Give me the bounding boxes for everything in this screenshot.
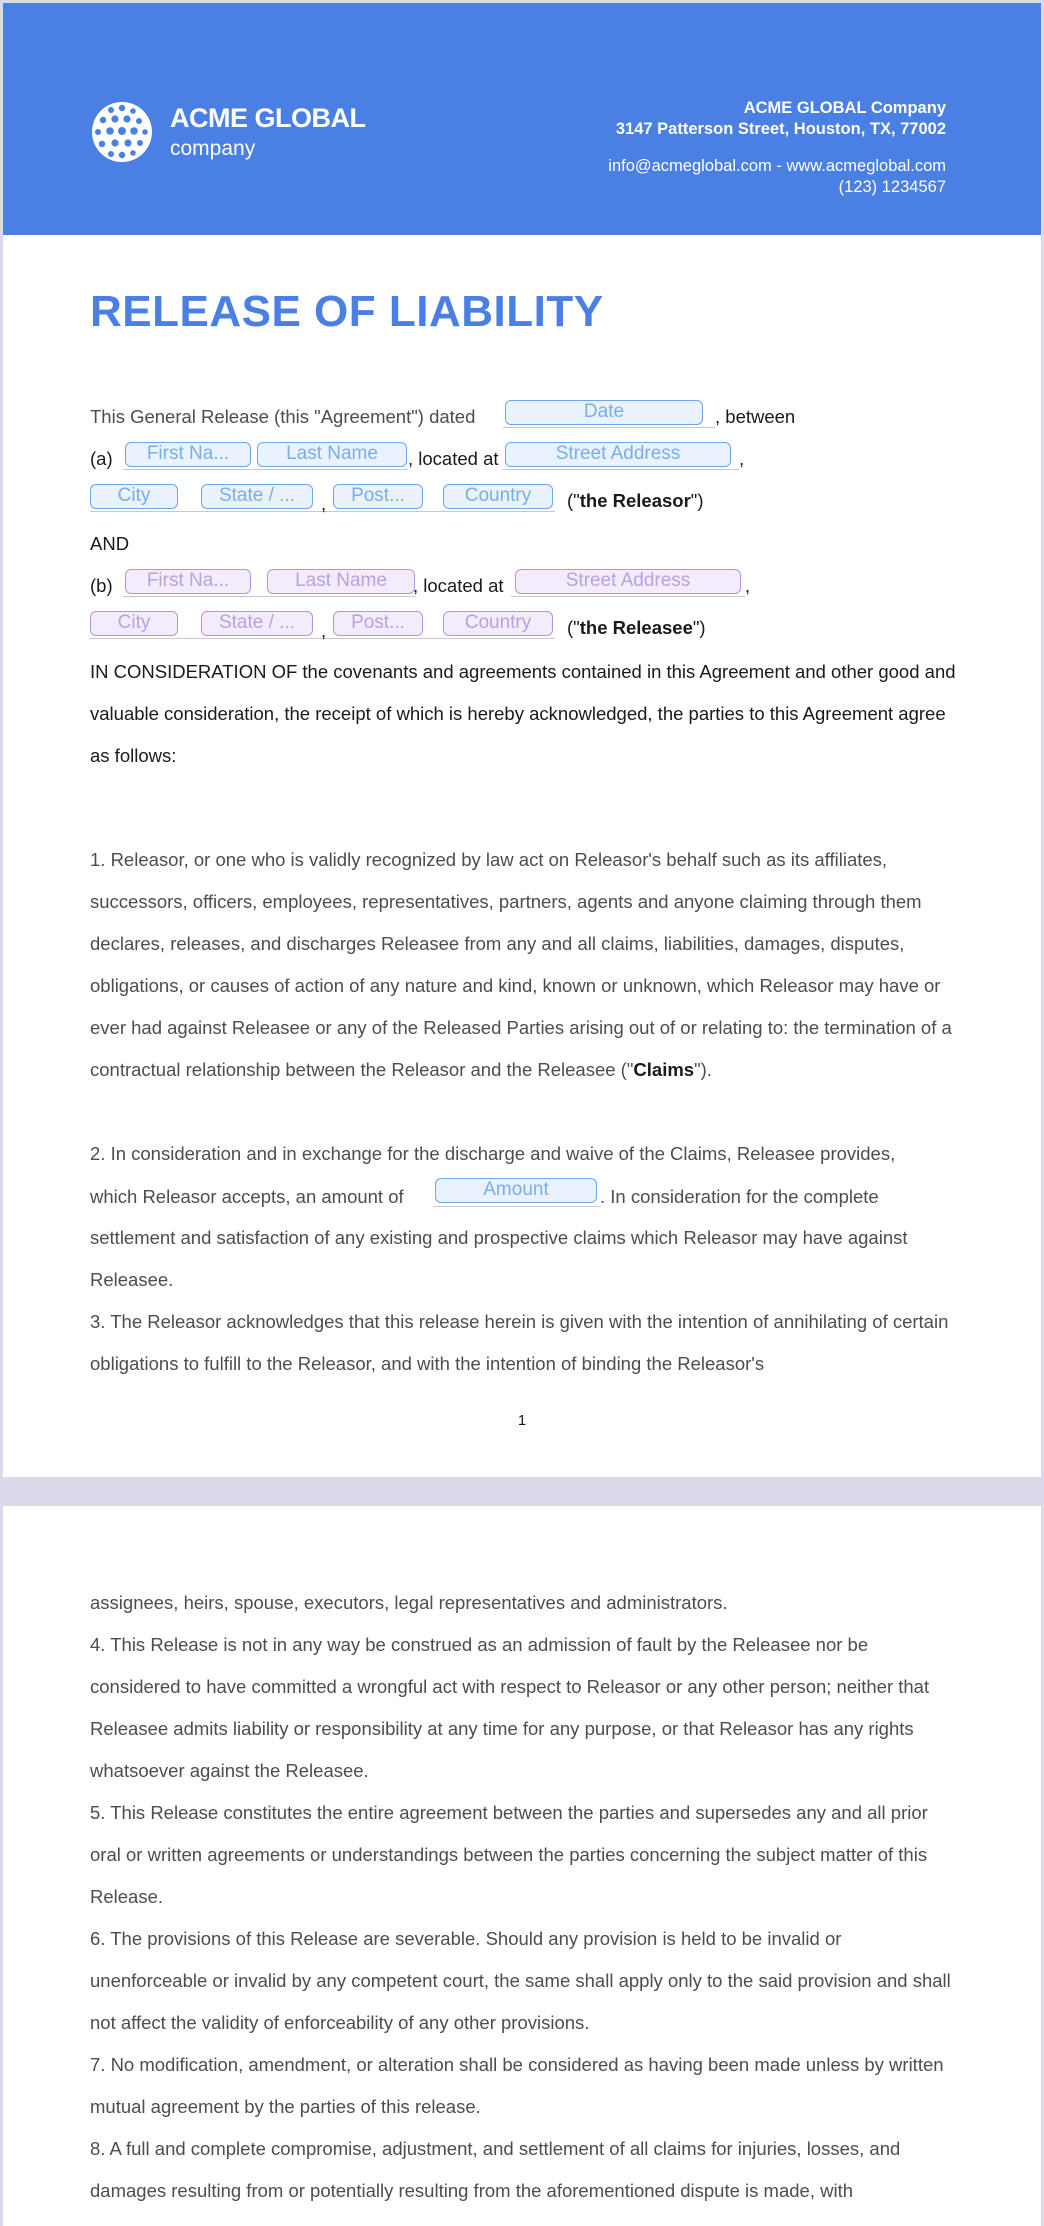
and-separator: AND (90, 533, 130, 554)
comma-text: , (739, 448, 745, 469)
clause-8: 8. A full and complete compromise, adjustment, and settlement of all claims for injuries, losses, and damages resulting from or potentially resulting from the aforementioned dispute is made, with (90, 2138, 901, 2201)
party-b-street-field[interactable]: Street Address (515, 569, 741, 594)
party-b-first-name-field[interactable]: First Na... (125, 569, 251, 594)
party-b-role: ("the Releasee") (567, 617, 706, 638)
party-a-state-field[interactable]: State / ... (201, 484, 313, 509)
party-a-last-name-field[interactable]: Last Name (257, 442, 407, 467)
clause-2-line-1: 2. In consideration and in exchange for the discharge and waive of the Claims, Releasee provides, (90, 1143, 896, 1164)
logo-text-primary: ACME GLOBAL (170, 103, 366, 133)
company-phone: (123) 1234567 (838, 178, 946, 196)
field-underline (123, 596, 416, 597)
clause-1: 1. Releasor, or one who is validly recognized by law act on Releasor's behalf such as its affiliates, successors, officers, employees, representatives, partners, agents and anyone claiming through them declares, releases, and discharges Releasee from any and all claims, liabilities, damages, disputes, obligations, or causes of action of any nature and kind, known or unknown, which Releasor may have or ever had against Releasee or any of the Released Parties arising out of or relating to: the termination of a contractual relationship between the Releasor and the Releasee ("Claims"). (90, 849, 952, 1080)
clause-2-rest: settlement and satisfaction of any existing and prospective claims which Releasor may have against Releasee. (90, 1227, 908, 1290)
consideration-paragraph: IN CONSIDERATION OF the covenants and agreements contained in this Agreement and other good and valuable consideration, the receipt of which is hereby acknowledged, the parties to this Agreement agree as follows: (90, 661, 956, 766)
party-b-country-field[interactable]: Country (443, 611, 553, 636)
document-page-1 (3, 3, 1041, 1477)
letterhead (3, 3, 1041, 235)
document-title: RELEASE OF LIABILITY (90, 287, 604, 336)
field-underline (503, 469, 739, 470)
comma-text: , (321, 493, 327, 514)
field-underline (123, 469, 408, 470)
intro-text: This General Release (this "Agreement") dated (90, 406, 476, 427)
globe-dots-logo-icon (91, 101, 153, 163)
party-b-state-field[interactable]: State / ... (201, 611, 313, 636)
company-address: 3147 Patterson Street, Houston, TX, 77002 (615, 120, 946, 138)
clause-2-amount-suffix: . In consideration for the complete (600, 1186, 879, 1207)
company-contact: info@acmeglobal.com - www.acmeglobal.com (608, 157, 946, 175)
page-2-body (90, 1582, 960, 2212)
party-a-city-field[interactable]: City (90, 484, 178, 509)
logo-text-secondary: company (170, 137, 256, 160)
party-a-first-name-field[interactable]: First Na... (125, 442, 251, 467)
party-a-postal-field[interactable]: Post... (333, 484, 423, 509)
located-at-text: , located at (408, 448, 499, 469)
intro-suffix: , between (715, 406, 796, 427)
field-underline (433, 1206, 601, 1207)
clause-3-part-1: 3. The Releasor acknowledges that this release herein is given with the intention of annihilating of certain obligations to fulfill to the Releasor, and with the intention of binding the Releasor's (90, 1311, 949, 1374)
clause-7: 7. No modification, amendment, or alteration shall be considered as having been made unless by written mutual agreement by the parties of this release. (90, 2054, 944, 2117)
field-underline (503, 427, 715, 428)
party-b-last-name-field[interactable]: Last Name (267, 569, 415, 594)
date-field[interactable]: Date (505, 400, 703, 425)
party-a-marker: (a) (90, 448, 113, 469)
party-b-city-field[interactable]: City (90, 611, 178, 636)
party-b-postal-field[interactable]: Post... (333, 611, 423, 636)
comma-text: , (321, 620, 327, 641)
party-a-role: ("the Releasor") (567, 490, 704, 511)
page-number: 1 (517, 1412, 527, 1429)
document-page-2 (3, 1506, 1041, 2226)
comma-text: , (745, 575, 751, 596)
clause-5: 5. This Release constitutes the entire agreement between the parties and supersedes any and all prior oral or written agreements or understandings between the parties concerning the subject matter of this Release. (90, 1802, 928, 1907)
field-underline (511, 596, 745, 597)
amount-field[interactable]: Amount (435, 1178, 597, 1203)
clause-3-part-2: assignees, heirs, spouse, executors, legal representatives and administrators. (90, 1592, 728, 1613)
clause-2-amount-prefix: which Releasor accepts, an amount of (90, 1186, 404, 1207)
party-a-country-field[interactable]: Country (443, 484, 553, 509)
located-at-text: , located at (413, 575, 504, 596)
clause-4: 4. This Release is not in any way be construed as an admission of fault by the Releasee nor be considered to have committed a wrongful act with respect to Releasor or any other person; neither that Releasee admits liability or responsibility at any time for any purpose, or that Releasor has any rights whatsoever against the Releasee. (90, 1634, 930, 1781)
party-b-marker: (b) (90, 575, 113, 596)
clause-6: 6. The provisions of this Release are severable. Should any provision is held to be invalid or unenforceable or invalid by any competent court, the same shall apply only to the said provision and shall not affect the validity of enforceability of any other provisions. (90, 1928, 951, 2033)
company-name: ACME GLOBAL Company (743, 99, 946, 117)
party-a-street-field[interactable]: Street Address (505, 442, 731, 467)
